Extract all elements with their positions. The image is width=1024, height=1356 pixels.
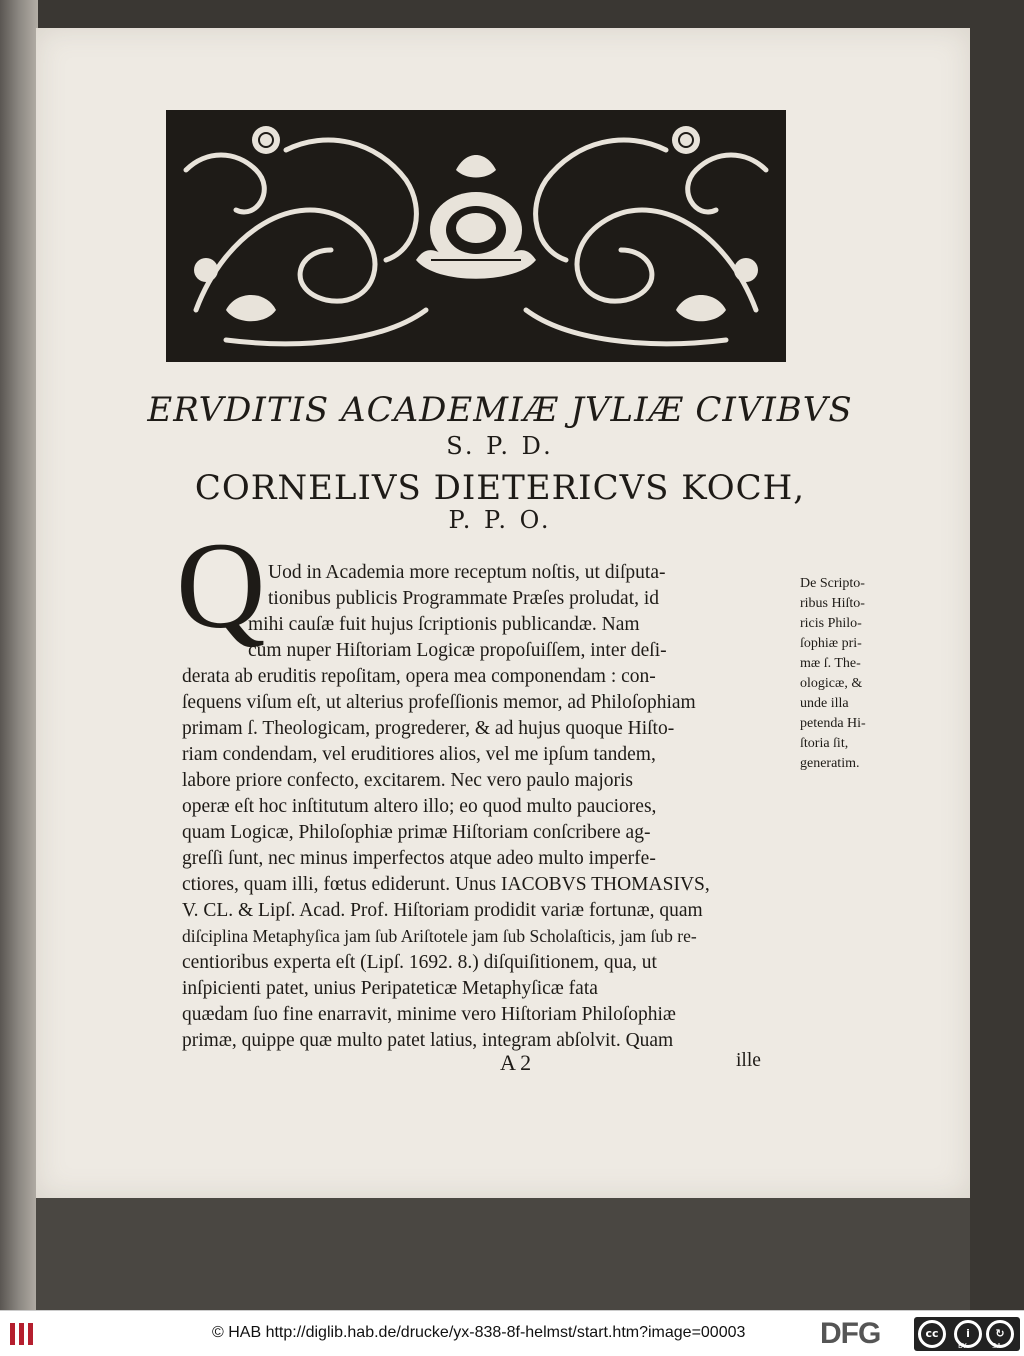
heading-line-1: ERVDITIS ACADEMIÆ JVLIÆ CIVIBVS <box>147 390 853 430</box>
body-line: operæ eſt hoc inſtitutum altero illo; eo quod multo pauciores, <box>182 796 657 817</box>
margin-note-line: ricis Philo- <box>800 616 862 631</box>
signature-mark: A 2 <box>500 1050 532 1075</box>
catchword: ille <box>736 1050 761 1071</box>
heading-line-4: P. P. O. <box>448 506 552 534</box>
margin-note-line: unde illa <box>800 696 849 711</box>
body-line: Uod in Academia more receptum noſtis, ut diſputa- <box>268 562 666 583</box>
body-line: primæ, quippe quæ multo patet latius, integram abſolvit. Quam <box>182 1030 674 1051</box>
body-line: riam condendam, vel eruditiores alios, vel me ipſum tandem, <box>182 744 656 765</box>
attribution-icon: i <box>954 1320 982 1348</box>
drop-cap: Q <box>176 517 266 654</box>
body-line: mihi cauſæ fuit hujus ſcriptionis publicandæ. Nam <box>248 614 640 635</box>
body-line: inſpicienti patet, unius Peripateticæ Metaphyſicæ fata <box>182 978 598 999</box>
share-alike-icon: ↻ <box>986 1320 1014 1348</box>
cc-by-label: BY <box>958 1342 967 1350</box>
margin-note-line: mæ ſ. The- <box>800 656 861 671</box>
body-line: tionibus publicis Programmate Præſes proludat, id <box>268 588 660 609</box>
margin-note-line: ſtoria ſit, <box>800 736 849 751</box>
margin-note-line: ribus Hiſto- <box>800 596 865 611</box>
library-logo-icon <box>8 1321 36 1347</box>
cc-sa-label: SA <box>992 1342 1002 1350</box>
body-line: ſequens viſum eſt, ut alterius profeſſionis memor, ad Philoſophiam <box>182 692 696 713</box>
heading-line-2: S. P. D. <box>446 432 554 460</box>
body-line: centioribus experta eſt (Lipſ. 1692. 8.) diſquiſitionem, qua, ut <box>182 952 657 973</box>
margin-note-line: ologicæ, & <box>800 676 863 691</box>
body-line: greſſi ſunt, nec minus imperfectos atque adeo multo imperfe- <box>182 848 656 869</box>
margin-note-line: petenda Hi- <box>800 716 866 731</box>
margin-note-line: generatim. <box>800 756 860 771</box>
body-line: ctiores, quam illi, fœtus ediderunt. Unus IACOBVS THOMASIVS, <box>182 874 710 895</box>
body-line: quam Logicæ, Philoſophiæ primæ Hiſtoriam conſcribere ag- <box>182 822 651 843</box>
dfg-logo: DFG <box>820 1317 881 1350</box>
body-line: quædam ſuo fine enarravit, minime vero Hiſtoriam Philoſophiæ <box>182 1004 676 1025</box>
margin-note-line: ſophiæ pri- <box>800 636 862 651</box>
body-line: labore priore confecto, excitarem. Nec vero paulo majoris <box>182 770 634 791</box>
body-line: derata ab eruditis repoſitam, opera mea componendam : con- <box>182 666 656 687</box>
margin-note-line: De Scripto- <box>800 576 865 591</box>
floral-ornament-icon <box>166 110 786 362</box>
cc-icon: cc <box>918 1320 946 1348</box>
body-line: primam ſ. Theologicam, progrederer, & ad hujus quoque Hiſto- <box>182 718 675 739</box>
body-line: diſciplina Metaphyſica jam ſub Ariſtotele jam ſub Scholaſticis, jam ſub re- <box>182 926 697 946</box>
copyright-link[interactable]: © HAB http://diglib.hab.de/drucke/yx-838-8f-helmst/start.htm?image=00003 <box>212 1324 746 1341</box>
cc-license-badge[interactable] <box>914 1317 1020 1351</box>
page-shadow <box>36 1198 970 1310</box>
body-line: V. CL. & Lipſ. Acad. Prof. Hiſtoriam prodidit variæ fortunæ, quam <box>182 900 703 921</box>
body-line: cum nuper Hiſtoriam Logicæ propoſuiſſem, inter deſi- <box>248 640 667 661</box>
book-spine-edge <box>0 0 38 1310</box>
heading-line-3: CORNELIVS DIETERICVS KOCH, <box>194 468 806 508</box>
viewer-footer <box>0 1310 1024 1356</box>
